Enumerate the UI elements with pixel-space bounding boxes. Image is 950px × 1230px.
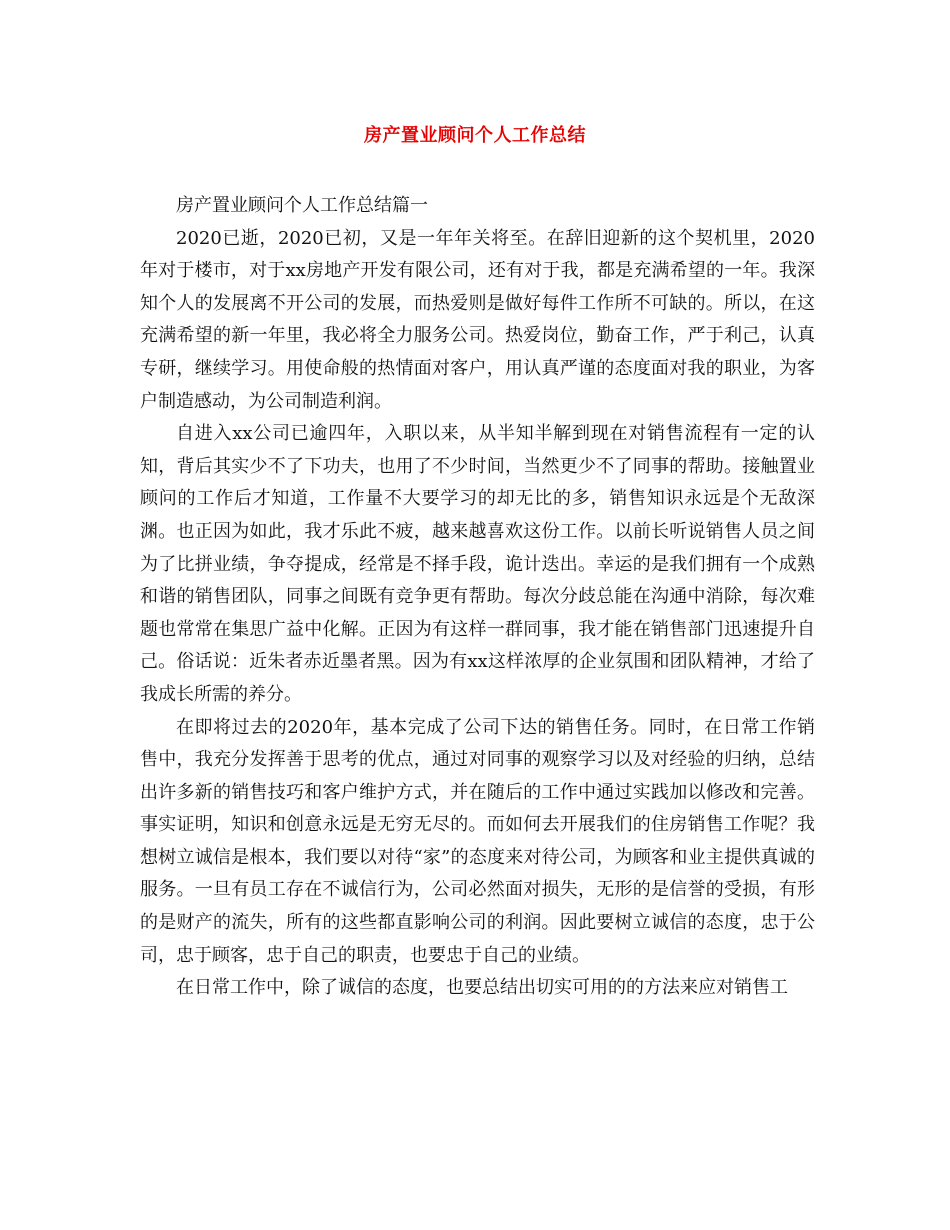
paragraph-2: 自进入xx公司已逾四年，入职以来，从半知半解到现在对销售流程有一定的认知，背后其实少不了下功夫，也用了不少时间，当然更少不了同事的帮助。接触置业顾问的工作后才知道，工作量不大要学习的却无比的多，销售知识永远是个无敌深渊。也正因为如此，我才乐此不疲，越来越喜欢这份工作。以前长听说销售人员之间为了比拼业绩，争夺提成，经常是不择手段，诡计迭出。幸运的是我们拥有一个成熟和谐的销售团队，同事之间既有竞争更有帮助。每次分歧总能在沟通中消除，每次难题也常常在集思广益中化解。正因为有这样一群同事，我才能在销售部门迅速提升自己。俗话说：近朱者赤近墨者黑。因为有xx这样浓厚的企业氛围和团队精神，才给了我成长所需的养分。 (140, 423, 815, 705)
paragraph-3: 在即将过去的2020年，基本完成了公司下达的销售任务。同时，在日常工作销售中，我充分发挥善于思考的优点，通过对同事的观察学习以及对经验的归纳，总结出许多新的销售技巧和客户维护方式，并在随后的工作中通过实践加以修改和完善。事实证明，知识和创意永远是无穷无尽的。而如何去开展我们的住房销售工作呢？我想树立诚信是根本，我们要以对待“家”的态度来对待公司，为顾客和业主提供真诚的服务。一旦有员工存在不诚信行为，公司必然面对损失，无形的是信誉的受损，有形的是财产的流失，所有的这些都直影响公司的利润。因此要树立诚信的态度，忠于公司，忠于顾客，忠于自己的职责，也要忠于自己的业绩。 (140, 716, 815, 966)
document-title: 房产置业顾问个人工作总结 (364, 125, 586, 146)
paragraph-4: 在日常工作中，除了诚信的态度，也要总结出切实可用的的方法来应对销售工 (176, 977, 788, 999)
section-heading: 房产置业顾问个人工作总结篇一 (176, 195, 428, 216)
document-body (140, 190, 815, 1005)
paragraph-1: 2020已逝，2020已初，又是一年年关将至。在辞旧迎新的这个契机里，2020年对于楼市，对于xx房地产开发有限公司，还有对于我，都是充满希望的一年。我深知个人的发展离不开公司的发展，而热爱则是做好每件工作所不可缺的。所以，在这充满希望的新一年里，我必将全力服务公司。热爱岗位，勤奋工作，严于利己，认真专研，继续学习。用使命般的热情面对客户，用认真严谨的态度面对我的职业，为客户制造感动，为公司制造利润。 (140, 227, 815, 412)
